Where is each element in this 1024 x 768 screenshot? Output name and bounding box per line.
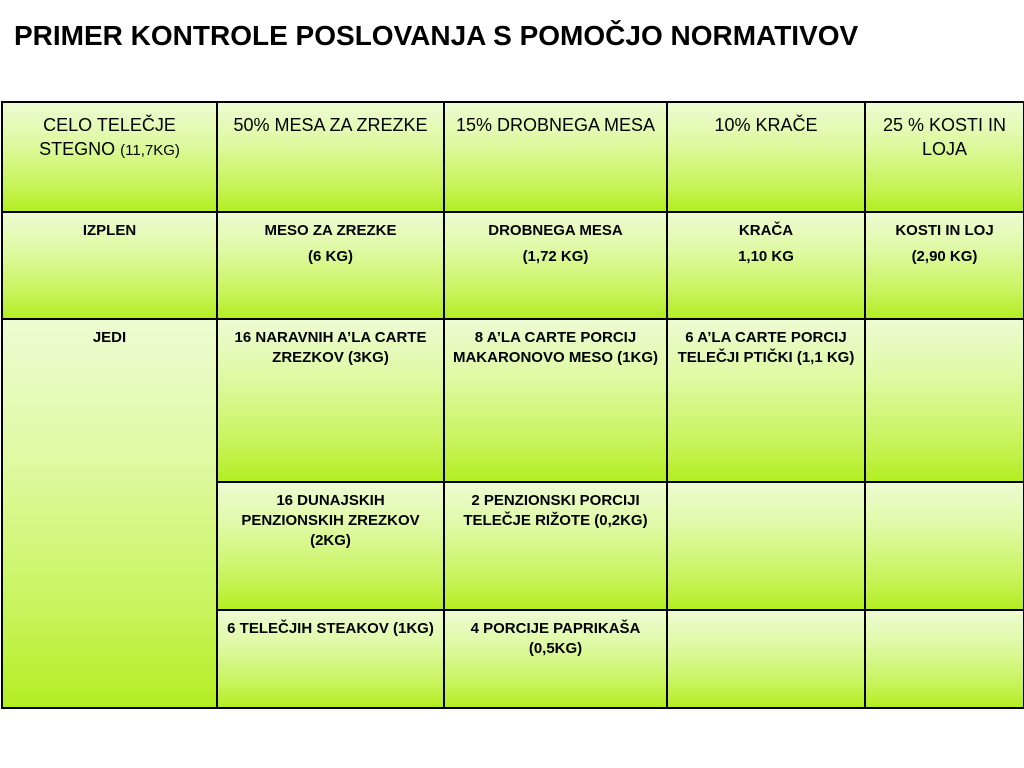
header-cell-bones-fat: 25 % KOSTI IN LOJA: [865, 102, 1024, 212]
dish-row-1: [2, 319, 1024, 482]
yield-shank-name: KRAČA: [738, 222, 794, 239]
slide-title: PRIMER KONTROLE POSLOVANJA S POMOČJO NORMATIVOV: [14, 20, 859, 51]
yield-cell-bones-fat: [865, 212, 1024, 319]
dish-cell: 8 A’LA CARTE PORCIJ MAKARONOVO MESO (1KG): [444, 319, 667, 482]
header-whole-leg-label: CELO TELEČJE STEGNO: [39, 115, 176, 159]
yield-label-cell: IZPLEN: [2, 212, 217, 319]
dish-cell-empty: [667, 482, 865, 610]
dish-cell-empty: [865, 482, 1024, 610]
yield-bones-fat-weight: (2,90 KG): [911, 248, 978, 265]
dish-cell: 4 PORCIJE PAPRIKAŠA (0,5KG): [444, 610, 667, 708]
yield-cutlet-meat-name: MESO ZA ZREZKE: [264, 222, 397, 239]
yield-small-meat-name: DROBNEGA MESA: [488, 222, 623, 239]
dish-cell: 2 PENZIONSKI PORCIJI TELEČJE RIŽOTE (0,2KG): [444, 482, 667, 610]
dish-cell: 6 A’LA CARTE PORCIJ TELEČJI PTIČKI (1,1 KG): [667, 319, 865, 482]
yield-shank-weight: 1,10 KG: [738, 248, 794, 265]
dish-cell: 16 NARAVNIH A’LA CARTE ZREZKOV (3KG): [217, 319, 444, 482]
normative-table: [1, 101, 1024, 709]
dish-cell-empty: [667, 610, 865, 708]
header-cell-whole-leg: [2, 102, 217, 212]
header-cell-cutlet-meat: 50% MESA ZA ZREZKE: [217, 102, 444, 212]
yield-cutlet-meat-weight: (6 KG): [308, 248, 353, 265]
dish-cell: 16 DUNAJSKIH PENZIONSKIH ZREZKOV (2KG): [217, 482, 444, 610]
header-row: [2, 102, 1024, 212]
dishes-label-cell: JEDI: [2, 319, 217, 708]
header-cell-shank: 10% KRAČE: [667, 102, 865, 212]
yield-bones-fat-name: KOSTI IN LOJ: [895, 222, 994, 239]
dish-cell-empty: [865, 319, 1024, 482]
dish-cell: 6 TELEČJIH STEAKOV (1KG): [217, 610, 444, 708]
header-cell-small-meat: 15% DROBNEGA MESA: [444, 102, 667, 212]
yield-cell-shank: [667, 212, 865, 319]
yield-cell-cutlet-meat: [217, 212, 444, 319]
dish-cell-empty: [865, 610, 1024, 708]
yield-cell-small-meat: [444, 212, 667, 319]
yield-small-meat-weight: (1,72 KG): [522, 248, 589, 265]
header-whole-leg-weight: (11,7KG): [120, 142, 180, 159]
yield-row: [2, 212, 1024, 319]
